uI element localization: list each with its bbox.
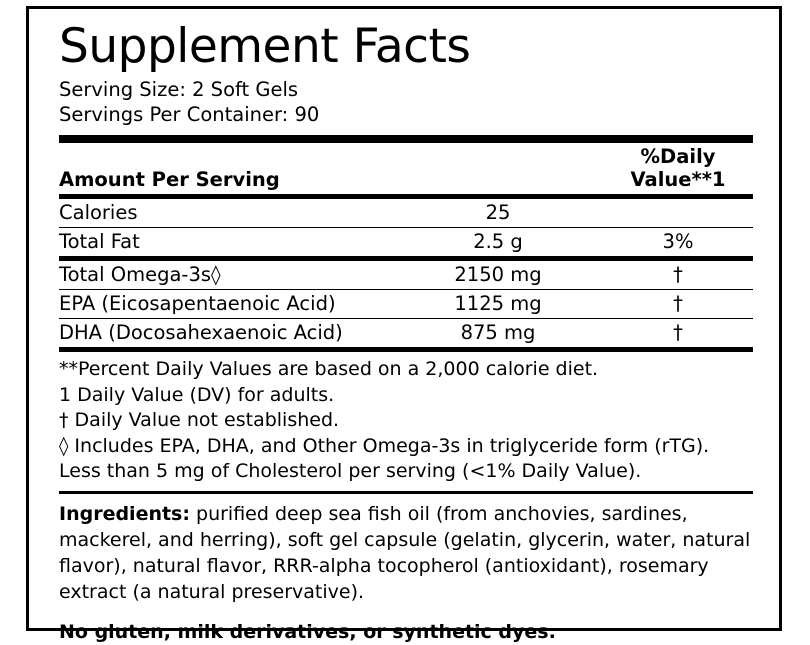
row-name: Total Omega-3s◊ (59, 259, 393, 290)
ingredients-block (59, 494, 753, 605)
header-amount-per-serving: Amount Per Serving (59, 168, 280, 191)
divider-thick-top (59, 135, 753, 143)
header-daily-value: %Daily Value**1 (630, 145, 726, 191)
table-header-row (59, 143, 753, 197)
footnote-line: **Percent Daily Values are based on a 2,000 calorie diet. (59, 358, 599, 380)
row-name: DHA (Docosahexaenoic Acid) (59, 319, 393, 348)
servings-per-container-line: Servings Per Container: 90 (59, 103, 320, 126)
row-amount: 875 mg (393, 319, 603, 348)
footnote-line: ◊ Includes EPA, DHA, and Other Omega-3s in triglyceride form (rTG). (59, 434, 710, 457)
footnote-line: Less than 5 mg of Cholesterol per serving (<1% Daily Value). (59, 460, 642, 482)
row-name: Calories (59, 197, 393, 228)
footnote-line: 1 Daily Value (DV) for adults. (59, 383, 335, 406)
table-row (59, 197, 753, 228)
row-daily-value: 3% (603, 228, 753, 259)
row-daily-value: † (603, 259, 753, 290)
row-daily-value (603, 197, 753, 228)
row-name: Total Fat (59, 228, 393, 259)
page-title: Supplement Facts (59, 19, 471, 74)
header-spacer (393, 143, 603, 197)
table-row (59, 290, 753, 319)
supplement-facts-panel (26, 6, 782, 643)
row-amount: 1125 mg (393, 290, 603, 319)
row-daily-value: † (603, 290, 753, 319)
allergen-statement: No gluten, milk derivatives, or synthetic dyes. (59, 620, 556, 643)
footnote-line: † Daily Value not established. (59, 409, 340, 431)
row-amount: 2.5 g (393, 228, 603, 259)
row-amount: 25 (393, 197, 603, 228)
table-row (59, 319, 753, 348)
ingredients-text: purified deep sea fish oil (from anchovies, sardines, mackerel, and herring), soft gel capsule (gelatin, glycerin, water, natural flavor), natural flavor, RRR-alpha tocopherol (antioxidant), rosemary extract (a natural preservative). (59, 502, 751, 603)
row-daily-value: † (603, 319, 753, 348)
row-name: EPA (Eicosapentaenoic Acid) (59, 290, 393, 319)
table-row (59, 228, 753, 259)
supplement-facts-content (59, 19, 753, 645)
footnotes (59, 352, 753, 485)
ingredients-label: Ingredients: (59, 502, 190, 525)
table-row (59, 259, 753, 290)
serving-size-line: Serving Size: 2 Soft Gels (59, 78, 299, 101)
row-amount: 2150 mg (393, 259, 603, 290)
nutrition-table (59, 143, 753, 347)
